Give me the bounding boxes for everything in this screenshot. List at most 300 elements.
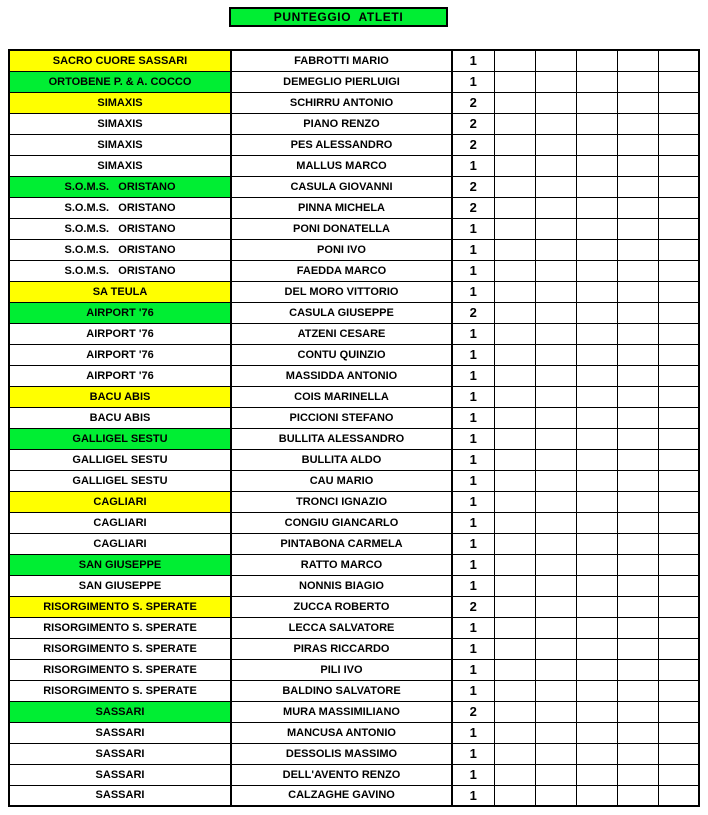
empty-score-cell (617, 470, 658, 491)
score-cell: 2 (452, 701, 494, 722)
empty-score-cell (658, 638, 699, 659)
empty-score-cell (535, 155, 576, 176)
empty-score-cell (617, 155, 658, 176)
team-cell: AIRPORT '76 (9, 302, 231, 323)
score-cell: 1 (452, 407, 494, 428)
team-cell: SAN GIUSEPPE (9, 554, 231, 575)
empty-score-cell (535, 281, 576, 302)
empty-score-cell (617, 71, 658, 92)
empty-score-cell (494, 113, 535, 134)
team-cell: GALLIGEL SESTU (9, 470, 231, 491)
athlete-cell: CONGIU GIANCARLO (231, 512, 452, 533)
score-cell: 2 (452, 197, 494, 218)
empty-score-cell (535, 386, 576, 407)
team-cell: SASSARI (9, 785, 231, 806)
empty-score-cell (658, 197, 699, 218)
athlete-cell: LECCA SALVATORE (231, 617, 452, 638)
empty-score-cell (576, 386, 617, 407)
empty-score-cell (658, 344, 699, 365)
empty-score-cell (658, 134, 699, 155)
empty-score-cell (494, 743, 535, 764)
athlete-cell: FAEDDA MARCO (231, 260, 452, 281)
empty-score-cell (658, 281, 699, 302)
empty-score-cell (576, 50, 617, 71)
empty-score-cell (494, 302, 535, 323)
empty-score-cell (494, 785, 535, 806)
empty-score-cell (658, 113, 699, 134)
team-cell: SIMAXIS (9, 155, 231, 176)
team-cell: RISORGIMENTO S. SPERATE (9, 596, 231, 617)
empty-score-cell (494, 575, 535, 596)
score-cell: 1 (452, 239, 494, 260)
score-cell: 1 (452, 659, 494, 680)
team-cell: AIRPORT '76 (9, 365, 231, 386)
empty-score-cell (617, 638, 658, 659)
score-cell: 1 (452, 155, 494, 176)
team-cell: SIMAXIS (9, 92, 231, 113)
empty-score-cell (617, 575, 658, 596)
empty-score-cell (658, 491, 699, 512)
empty-score-cell (576, 176, 617, 197)
empty-score-cell (535, 554, 576, 575)
empty-score-cell (494, 323, 535, 344)
empty-score-cell (617, 554, 658, 575)
empty-score-cell (535, 743, 576, 764)
empty-score-cell (494, 50, 535, 71)
empty-score-cell (576, 428, 617, 449)
team-cell: AIRPORT '76 (9, 344, 231, 365)
empty-score-cell (576, 71, 617, 92)
score-cell: 2 (452, 302, 494, 323)
empty-score-cell (576, 491, 617, 512)
table-row (9, 512, 699, 533)
empty-score-cell (576, 701, 617, 722)
athlete-cell: PES ALESSANDRO (231, 134, 452, 155)
empty-score-cell (617, 701, 658, 722)
score-cell: 1 (452, 386, 494, 407)
table-row (9, 71, 699, 92)
empty-score-cell (576, 554, 617, 575)
empty-score-cell (576, 638, 617, 659)
empty-score-cell (494, 134, 535, 155)
athlete-cell: FABROTTI MARIO (231, 50, 452, 71)
empty-score-cell (494, 155, 535, 176)
empty-score-cell (576, 449, 617, 470)
athlete-cell: PIRAS RICCARDO (231, 638, 452, 659)
empty-score-cell (617, 302, 658, 323)
empty-score-cell (535, 407, 576, 428)
empty-score-cell (535, 176, 576, 197)
score-cell: 1 (452, 512, 494, 533)
empty-score-cell (617, 743, 658, 764)
score-cell: 1 (452, 722, 494, 743)
empty-score-cell (494, 449, 535, 470)
athlete-cell: DEL MORO VITTORIO (231, 281, 452, 302)
table-row (9, 386, 699, 407)
empty-score-cell (617, 197, 658, 218)
team-cell: S.O.M.S. ORISTANO (9, 239, 231, 260)
team-cell: GALLIGEL SESTU (9, 449, 231, 470)
empty-score-cell (576, 785, 617, 806)
athlete-cell: BULLITA ALESSANDRO (231, 428, 452, 449)
team-cell: RISORGIMENTO S. SPERATE (9, 680, 231, 701)
athlete-cell: RATTO MARCO (231, 554, 452, 575)
empty-score-cell (576, 617, 617, 638)
empty-score-cell (494, 617, 535, 638)
table-row (9, 701, 699, 722)
empty-score-cell (535, 449, 576, 470)
empty-score-cell (617, 50, 658, 71)
empty-score-cell (494, 407, 535, 428)
score-cell: 1 (452, 449, 494, 470)
table-row (9, 239, 699, 260)
empty-score-cell (658, 386, 699, 407)
empty-score-cell (658, 407, 699, 428)
empty-score-cell (576, 113, 617, 134)
empty-score-cell (535, 701, 576, 722)
athlete-cell: BALDINO SALVATORE (231, 680, 452, 701)
team-cell: BACU ABIS (9, 407, 231, 428)
empty-score-cell (576, 407, 617, 428)
empty-score-cell (535, 596, 576, 617)
empty-score-cell (576, 680, 617, 701)
empty-score-cell (576, 365, 617, 386)
table-row (9, 323, 699, 344)
empty-score-cell (617, 722, 658, 743)
athlete-cell: PONI IVO (231, 239, 452, 260)
table-row (9, 680, 699, 701)
score-cell: 2 (452, 92, 494, 113)
page-title: PUNTEGGIO ATLETI (229, 7, 448, 27)
empty-score-cell (576, 302, 617, 323)
empty-score-cell (535, 785, 576, 806)
empty-score-cell (494, 260, 535, 281)
empty-score-cell (617, 365, 658, 386)
empty-score-cell (658, 470, 699, 491)
empty-score-cell (658, 155, 699, 176)
athlete-cell: NONNIS BIAGIO (231, 575, 452, 596)
empty-score-cell (535, 638, 576, 659)
team-cell: CAGLIARI (9, 512, 231, 533)
empty-score-cell (576, 134, 617, 155)
empty-score-cell (576, 743, 617, 764)
athlete-cell: CASULA GIUSEPPE (231, 302, 452, 323)
empty-score-cell (658, 302, 699, 323)
athlete-cell: CALZAGHE GAVINO (231, 785, 452, 806)
score-cell: 1 (452, 575, 494, 596)
team-cell: ORTOBENE P. & A. COCCO (9, 71, 231, 92)
athlete-cell: ATZENI CESARE (231, 323, 452, 344)
empty-score-cell (535, 134, 576, 155)
empty-score-cell (535, 659, 576, 680)
athlete-cell: PONI DONATELLA (231, 218, 452, 239)
empty-score-cell (576, 92, 617, 113)
empty-score-cell (658, 764, 699, 785)
empty-score-cell (617, 260, 658, 281)
team-cell: CAGLIARI (9, 491, 231, 512)
table-row (9, 50, 699, 71)
empty-score-cell (494, 428, 535, 449)
empty-score-cell (494, 344, 535, 365)
team-cell: S.O.M.S. ORISTANO (9, 218, 231, 239)
empty-score-cell (535, 323, 576, 344)
team-cell: GALLIGEL SESTU (9, 428, 231, 449)
empty-score-cell (576, 659, 617, 680)
empty-score-cell (658, 617, 699, 638)
score-cell: 1 (452, 50, 494, 71)
table-row (9, 281, 699, 302)
empty-score-cell (494, 491, 535, 512)
athlete-cell: MASSIDDA ANTONIO (231, 365, 452, 386)
team-cell: SAN GIUSEPPE (9, 575, 231, 596)
athlete-cell: PINTABONA CARMELA (231, 533, 452, 554)
team-cell: SIMAXIS (9, 134, 231, 155)
athlete-cell: MANCUSA ANTONIO (231, 722, 452, 743)
score-cell: 1 (452, 344, 494, 365)
empty-score-cell (658, 701, 699, 722)
empty-score-cell (617, 281, 658, 302)
empty-score-cell (494, 197, 535, 218)
score-cell: 1 (452, 491, 494, 512)
empty-score-cell (494, 71, 535, 92)
score-cell: 1 (452, 365, 494, 386)
score-cell: 1 (452, 554, 494, 575)
team-cell: S.O.M.S. ORISTANO (9, 176, 231, 197)
empty-score-cell (576, 470, 617, 491)
table-row (9, 428, 699, 449)
table-row (9, 365, 699, 386)
score-cell: 2 (452, 113, 494, 134)
team-cell: SASSARI (9, 722, 231, 743)
empty-score-cell (658, 554, 699, 575)
empty-score-cell (576, 260, 617, 281)
athlete-cell: PINNA MICHELA (231, 197, 452, 218)
score-cell: 1 (452, 638, 494, 659)
team-cell: SASSARI (9, 743, 231, 764)
empty-score-cell (617, 428, 658, 449)
athlete-cell: PILI IVO (231, 659, 452, 680)
athlete-cell: CONTU QUINZIO (231, 344, 452, 365)
empty-score-cell (535, 764, 576, 785)
athlete-cell: COIS MARINELLA (231, 386, 452, 407)
table-row (9, 575, 699, 596)
empty-score-cell (617, 764, 658, 785)
table-row (9, 764, 699, 785)
athlete-cell: BULLITA ALDO (231, 449, 452, 470)
empty-score-cell (535, 218, 576, 239)
empty-score-cell (576, 533, 617, 554)
empty-score-cell (576, 512, 617, 533)
empty-score-cell (576, 155, 617, 176)
empty-score-cell (494, 680, 535, 701)
team-cell: SA TEULA (9, 281, 231, 302)
empty-score-cell (658, 722, 699, 743)
athlete-cell: MALLUS MARCO (231, 155, 452, 176)
table-row (9, 407, 699, 428)
table-row (9, 113, 699, 134)
team-cell: CAGLIARI (9, 533, 231, 554)
score-cell: 1 (452, 260, 494, 281)
empty-score-cell (494, 659, 535, 680)
table-row (9, 134, 699, 155)
empty-score-cell (494, 218, 535, 239)
empty-score-cell (535, 428, 576, 449)
table-row (9, 260, 699, 281)
empty-score-cell (535, 470, 576, 491)
score-cell: 1 (452, 428, 494, 449)
empty-score-cell (617, 92, 658, 113)
empty-score-cell (658, 260, 699, 281)
empty-score-cell (658, 365, 699, 386)
team-cell: RISORGIMENTO S. SPERATE (9, 617, 231, 638)
empty-score-cell (658, 575, 699, 596)
empty-score-cell (494, 281, 535, 302)
table-row (9, 596, 699, 617)
table-row (9, 344, 699, 365)
empty-score-cell (535, 512, 576, 533)
empty-score-cell (576, 596, 617, 617)
empty-score-cell (617, 680, 658, 701)
table-row (9, 659, 699, 680)
team-cell: SASSARI (9, 701, 231, 722)
empty-score-cell (617, 596, 658, 617)
empty-score-cell (494, 92, 535, 113)
empty-score-cell (617, 239, 658, 260)
empty-score-cell (494, 638, 535, 659)
team-cell: S.O.M.S. ORISTANO (9, 260, 231, 281)
team-cell: RISORGIMENTO S. SPERATE (9, 659, 231, 680)
empty-score-cell (576, 323, 617, 344)
empty-score-cell (658, 92, 699, 113)
table-row (9, 785, 699, 806)
score-cell: 1 (452, 533, 494, 554)
team-cell: RISORGIMENTO S. SPERATE (9, 638, 231, 659)
table-row (9, 470, 699, 491)
empty-score-cell (658, 176, 699, 197)
score-table-body (9, 50, 699, 806)
empty-score-cell (617, 218, 658, 239)
empty-score-cell (658, 785, 699, 806)
table-row (9, 218, 699, 239)
table-row (9, 197, 699, 218)
empty-score-cell (535, 575, 576, 596)
athlete-cell: DELL'AVENTO RENZO (231, 764, 452, 785)
empty-score-cell (535, 302, 576, 323)
empty-score-cell (658, 323, 699, 344)
score-cell: 1 (452, 743, 494, 764)
table-row (9, 176, 699, 197)
empty-score-cell (494, 176, 535, 197)
empty-score-cell (494, 386, 535, 407)
score-cell: 2 (452, 176, 494, 197)
team-cell: SASSARI (9, 764, 231, 785)
empty-score-cell (535, 260, 576, 281)
empty-score-cell (658, 512, 699, 533)
athlete-cell: DESSOLIS MASSIMO (231, 743, 452, 764)
empty-score-cell (535, 365, 576, 386)
empty-score-cell (576, 218, 617, 239)
empty-score-cell (494, 701, 535, 722)
empty-score-cell (494, 554, 535, 575)
empty-score-cell (576, 239, 617, 260)
empty-score-cell (658, 659, 699, 680)
athlete-score-table (8, 49, 700, 807)
empty-score-cell (535, 617, 576, 638)
empty-score-cell (658, 218, 699, 239)
empty-score-cell (617, 113, 658, 134)
empty-score-cell (535, 344, 576, 365)
athlete-cell: MURA MASSIMILIANO (231, 701, 452, 722)
empty-score-cell (658, 71, 699, 92)
empty-score-cell (658, 239, 699, 260)
empty-score-cell (617, 407, 658, 428)
score-cell: 2 (452, 596, 494, 617)
empty-score-cell (535, 680, 576, 701)
team-cell: SACRO CUORE SASSARI (9, 50, 231, 71)
empty-score-cell (617, 134, 658, 155)
empty-score-cell (494, 365, 535, 386)
empty-score-cell (535, 197, 576, 218)
empty-score-cell (658, 596, 699, 617)
table-row (9, 449, 699, 470)
empty-score-cell (617, 659, 658, 680)
athlete-cell: SCHIRRU ANTONIO (231, 92, 452, 113)
empty-score-cell (535, 50, 576, 71)
empty-score-cell (576, 197, 617, 218)
team-cell: S.O.M.S. ORISTANO (9, 197, 231, 218)
team-cell: AIRPORT '76 (9, 323, 231, 344)
score-cell: 1 (452, 764, 494, 785)
empty-score-cell (617, 386, 658, 407)
empty-score-cell (576, 344, 617, 365)
score-cell: 1 (452, 680, 494, 701)
empty-score-cell (494, 722, 535, 743)
empty-score-cell (617, 533, 658, 554)
score-cell: 2 (452, 134, 494, 155)
empty-score-cell (576, 722, 617, 743)
empty-score-cell (494, 533, 535, 554)
empty-score-cell (494, 512, 535, 533)
table-row (9, 722, 699, 743)
table-row (9, 638, 699, 659)
empty-score-cell (494, 596, 535, 617)
score-cell: 1 (452, 218, 494, 239)
table-row (9, 554, 699, 575)
table-row (9, 155, 699, 176)
empty-score-cell (576, 575, 617, 596)
table-row (9, 533, 699, 554)
empty-score-cell (535, 239, 576, 260)
athlete-cell: PIANO RENZO (231, 113, 452, 134)
team-cell: SIMAXIS (9, 113, 231, 134)
empty-score-cell (617, 512, 658, 533)
score-cell: 1 (452, 323, 494, 344)
empty-score-cell (658, 533, 699, 554)
empty-score-cell (576, 764, 617, 785)
score-cell: 1 (452, 470, 494, 491)
empty-score-cell (617, 323, 658, 344)
table-row (9, 92, 699, 113)
team-cell: BACU ABIS (9, 386, 231, 407)
score-cell: 1 (452, 71, 494, 92)
athlete-cell: TRONCI IGNAZIO (231, 491, 452, 512)
table-row (9, 617, 699, 638)
empty-score-cell (617, 344, 658, 365)
empty-score-cell (658, 743, 699, 764)
empty-score-cell (535, 113, 576, 134)
empty-score-cell (494, 470, 535, 491)
empty-score-cell (617, 785, 658, 806)
